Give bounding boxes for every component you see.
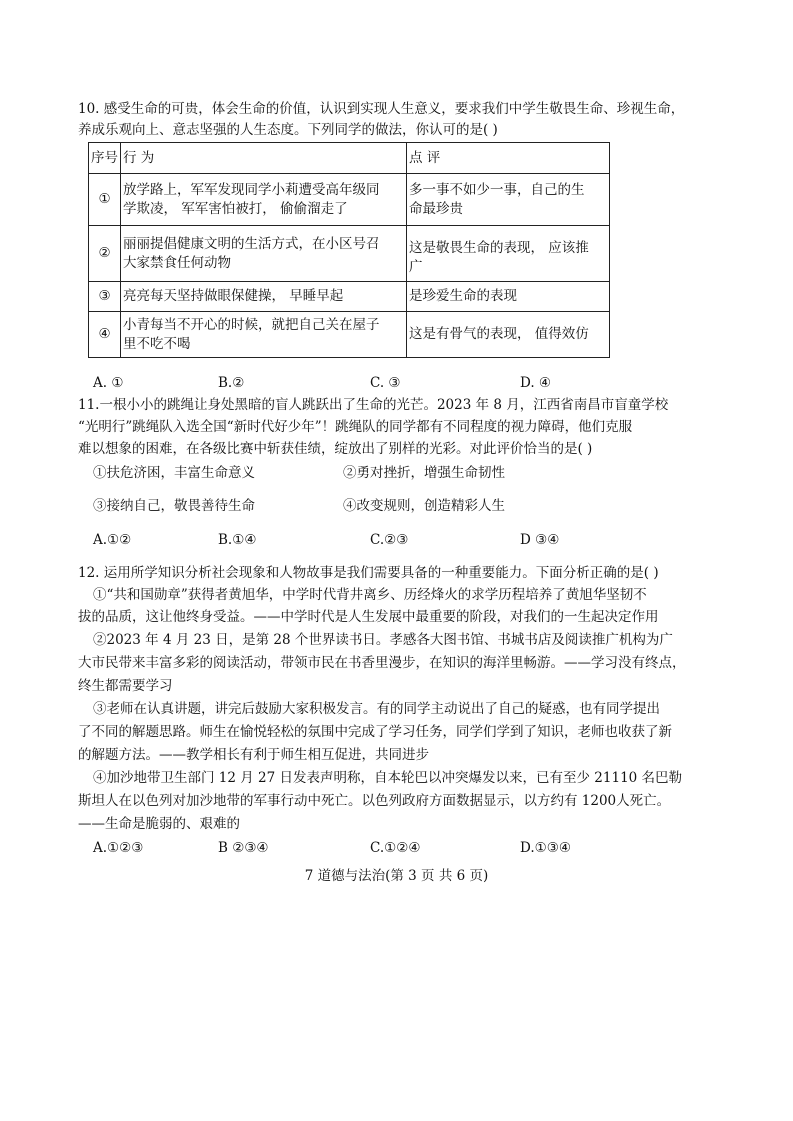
q12-option-d: D.①③④ (520, 840, 571, 856)
row-action (121, 174, 407, 226)
q11-stem-line1: 11.一根小小的跳绳让身处黑暗的盲人跳跃出了生命的光芒。2023 年 8 月，江西省南昌市盲童学校 (78, 397, 669, 413)
q12-line: ①“共和国勋章”获得者黄旭华，中学时代背井离乡、历经烽火的求学历程培养了黄旭华坚韧不 (93, 587, 647, 603)
header-num: 序号 (89, 143, 121, 174)
row-comment-line: 广 (409, 258, 423, 275)
row-comment-line: 这是敬畏生命的表现， 应该推 (409, 239, 589, 256)
q12-line: 拔的品质，这让他终身受益。——中学时代是人生发展中最重要的阶段，对我们的一生起决定作用 (78, 609, 659, 625)
q12-line: 了不同的解题思路。师生在愉悦轻松的氛围中完成了学习任务，同学们学到了知识，老师也收获了新 (78, 724, 672, 740)
table-header-row (89, 143, 610, 174)
page-footer: 7 道德与法治(第 3 页 共 6 页) (304, 868, 489, 884)
q11-option-a: A.①② (93, 532, 132, 548)
q11-stem-line2: “光明行”跳绳队入选全国“新时代好少年”！跳绳队的同学都有不同程度的视力障碍，他们克服 (78, 419, 633, 435)
row-comment (407, 174, 610, 226)
q11-option-b: B.①④ (218, 532, 257, 548)
row-action-line: 里不吃不喝 (123, 335, 191, 352)
row-action-line: 放学路上，军军发现同学小莉遭受高年级同 (123, 181, 380, 198)
row-num: ③ (89, 282, 121, 312)
q12-line: ④加沙地带卫生部门 12 月 27 日发表声明称，自本轮巴以冲突爆发以来，已有至少 21110 名巴勒 (93, 770, 683, 786)
q12-line: 大市民带来丰富多彩的阅读活动，带领市民在书香里漫步，在知识的海洋里畅游。——学习没有终点， (78, 655, 686, 671)
row-action: 亮亮每天坚持做眼保健操， 早睡早起 (121, 282, 407, 312)
q10-option-d: D. ④ (520, 375, 552, 391)
table-row (89, 174, 610, 226)
q12-line: 终生都需要学习 (78, 678, 173, 694)
table-row (89, 312, 610, 358)
header-comment: 点 评 (407, 143, 610, 174)
q11-item-3: ③接纳自己，敬畏善待生命 (93, 498, 255, 514)
table-row (89, 282, 610, 312)
row-comment-line: 多一事不如少一事，自己的生 (409, 181, 585, 198)
q12-line: ——生命是脆弱的、艰难的 (78, 816, 240, 832)
header-action: 行 为 (121, 143, 407, 174)
row-action-line: 大家禁食任何动物 (123, 254, 231, 271)
q10-stem-line1: 10. 感受生命的可贵，体会生命的价值，认识到实现人生意义，要求我们中学生敬畏生命、珍视生命， (78, 101, 685, 117)
q11-item-1: ①扶危济困，丰富生命意义 (93, 465, 255, 481)
q12-stem: 12. 运用所学知识分析社会现象和人物故事是我们需要具备的一种重要能力。下面分析正确的是( ) (78, 565, 659, 581)
row-action (121, 312, 407, 358)
row-action-line: 小青每当不开心的时候，就把自己关在屋子 (123, 316, 380, 333)
q10-option-b: B.② (218, 375, 245, 391)
q12-line: 斯坦人在以色列对加沙地带的军事行动中死亡。以色列政府方面数据显示，以方约有 1200人死亡。 (78, 793, 671, 809)
q11-stem-line3: 难以想象的困难，在各级比赛中斩获佳绩，绽放出了别样的光彩。对此评价恰当的是( ) (78, 441, 593, 457)
row-action-line: 丽丽提倡健康文明的生活方式，在小区号召 (123, 235, 380, 252)
row-action (121, 226, 407, 282)
q11-option-c: C.②③ (370, 532, 409, 548)
q10-table (88, 142, 610, 358)
q12-option-c: C.①②④ (370, 840, 421, 856)
row-comment: 是珍爱生命的表现 (407, 282, 610, 312)
table-row (89, 226, 610, 282)
row-num: ④ (89, 312, 121, 358)
q11-item-4: ④改变规则，创造精彩人生 (343, 498, 505, 514)
q12-line: ②2023 年 4 月 23 日，是第 28 个世界读书日。孝感各大图书馆、书城书店及阅读推广机构为广 (93, 632, 673, 648)
q12-line: ③老师在认真讲题，讲完后鼓励大家积极发言。有的同学主动说出了自己的疑惑，也有同学提出 (93, 701, 660, 717)
row-num: ① (89, 174, 121, 226)
q12-option-b: B ②③④ (218, 840, 269, 856)
q11-option-d: D ③④ (520, 532, 560, 548)
q12-option-a: A.①②③ (93, 840, 144, 856)
q10-option-a: A. ① (93, 375, 124, 391)
q11-item-2: ②勇对挫折，增强生命韧性 (343, 465, 505, 481)
row-comment (407, 226, 610, 282)
row-comment-line: 命最珍贵 (409, 200, 463, 217)
row-action-line: 学欺凌， 军军害怕被打， 偷偷溜走了 (123, 200, 348, 217)
q10-option-c: C. ③ (370, 375, 401, 391)
row-num: ② (89, 226, 121, 282)
q10-stem-line2: 养成乐观向上、意志坚强的人生态度。下列同学的做法，你认可的是( ) (78, 122, 498, 138)
q12-line: 的解题方法。——教学相长有利于师生相互促进，共同进步 (78, 747, 429, 763)
row-comment: 这是有骨气的表现， 值得效仿 (407, 312, 610, 358)
